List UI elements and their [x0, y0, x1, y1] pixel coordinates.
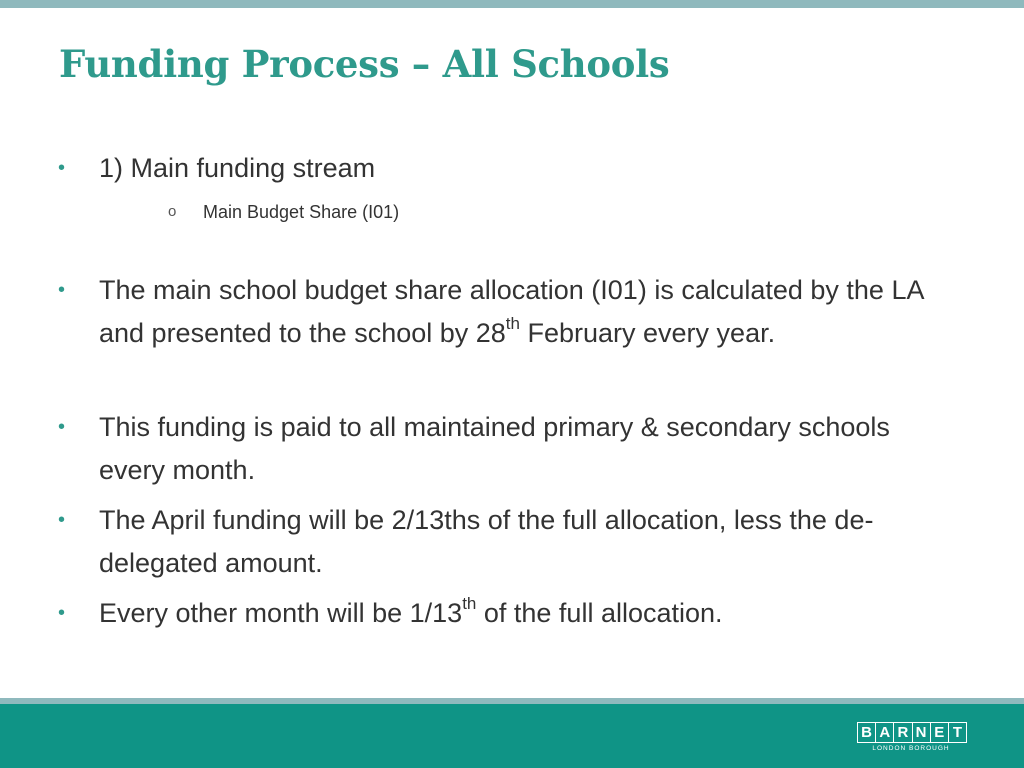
bullet-marker: • [58, 279, 66, 301]
bullet-text-segment: The main school budget share allocation (I01) is calculated by the LA and presented to the school by 28 [99, 275, 923, 348]
bullet-text [99, 499, 948, 585]
bullet-marker: • [58, 157, 66, 179]
logo-letter: R [894, 723, 912, 742]
slide-title: Funding Process – All Schools [59, 42, 670, 86]
barnet-logo [857, 722, 967, 752]
bullet-text [99, 269, 948, 355]
sub-bullet-main-budget-share [168, 199, 399, 225]
logo-letter: B [858, 723, 876, 742]
superscript-text: th [505, 314, 520, 333]
bullet-main-funding-stream [58, 147, 948, 190]
bullet-budget-share-allocation [58, 269, 948, 355]
logo-letter: N [913, 723, 931, 742]
bullet-text [99, 592, 948, 635]
logo-letter-boxes [857, 722, 967, 743]
bullet-marker: • [58, 509, 66, 531]
bullet-other-months [58, 592, 948, 635]
logo-letter: A [876, 723, 894, 742]
bullet-text [99, 406, 948, 492]
bullet-text-segment: This funding is paid to all maintained primary & secondary schools every month. [99, 412, 890, 485]
bullet-text-segment: of the full allocation. [476, 598, 723, 628]
bullet-text-segment: The April funding will be 2/13ths of the full allocation, less the de-delegated amount. [99, 505, 874, 578]
logo-subtitle: LONDON BOROUGH [872, 745, 950, 752]
sub-bullet-text: Main Budget Share (I01) [203, 202, 400, 222]
sub-bullet-marker: o [168, 203, 177, 220]
bullet-text [99, 147, 948, 190]
bullet-paid-monthly [58, 406, 948, 492]
bullet-text-segment: 1) Main funding stream [99, 153, 376, 183]
bullet-text-segment: February every year. [519, 318, 776, 348]
logo-letter: T [952, 724, 963, 741]
superscript-text: th [462, 594, 477, 613]
logo-letter: E [931, 723, 949, 742]
bullet-april-funding [58, 499, 948, 585]
bullet-marker: • [58, 416, 66, 438]
bullet-text-segment: Every other month will be 1/13 [99, 598, 463, 628]
bullet-marker: • [58, 602, 66, 624]
